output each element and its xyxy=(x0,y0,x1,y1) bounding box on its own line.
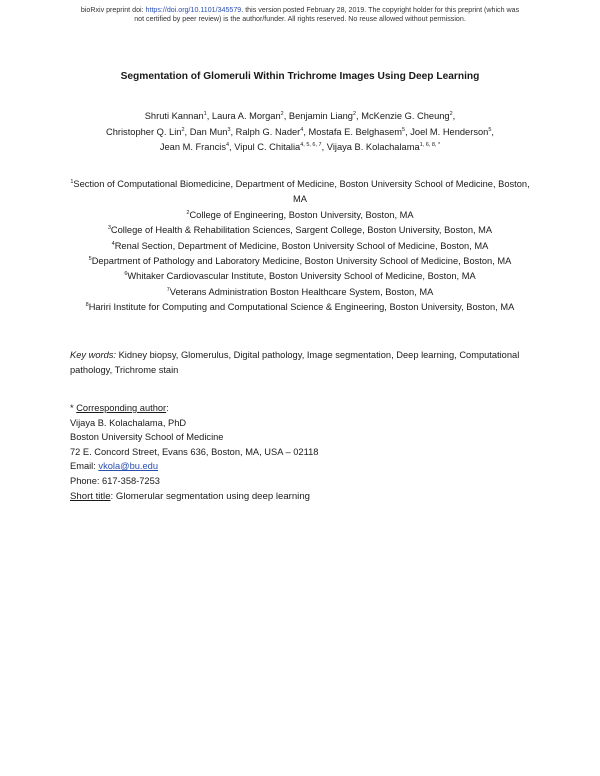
author-affiliation-marker: 1 xyxy=(203,111,207,117)
preprint-notice xyxy=(40,6,560,24)
affiliation-marker: 3 xyxy=(107,225,111,232)
author-separator: , xyxy=(283,111,289,121)
paper-title: Segmentation of Glomeruli Within Trichrome Images Using Deep Learning xyxy=(120,71,480,82)
author-separator: , xyxy=(230,126,236,137)
affiliation-text: Renal Section, Department of Medicine, Boston University School of Medicine, Boston, MA xyxy=(114,240,489,251)
author-affiliation-marker: 4, 5, 6, 7 xyxy=(300,142,322,149)
author-affiliation-marker: 1, 6, 8, * xyxy=(419,142,441,149)
notice-middle: . this version posted February 28, 2019. The copyright holder for this preprint (which was xyxy=(241,6,520,14)
author-separator: , xyxy=(356,111,362,121)
affiliation-item xyxy=(70,177,530,208)
short-title xyxy=(70,491,530,502)
notice-line-2: not certified by peer review) is the author/funder. All rights reserved. No reuse allowed without permission. xyxy=(134,15,466,23)
author-name: Joel M. Henderson xyxy=(410,126,489,137)
author-affiliation-marker: 2 xyxy=(449,111,453,117)
affiliation-item xyxy=(70,285,530,300)
corresponding-author-address: 72 E. Concord Street, Evans 636, Boston, MA, USA – 02118 xyxy=(70,446,319,457)
author-affiliation-marker: 2 xyxy=(280,111,284,117)
email-label: Email: xyxy=(70,461,99,472)
author-separator: , xyxy=(206,111,212,121)
author-name: Vijaya B. Kolachalama xyxy=(326,142,420,153)
affiliation-text: Section of Computational Biomedicine, Department of Medicine, Boston University School of Medicine, Boston, MA xyxy=(73,179,530,205)
affiliation-item xyxy=(70,269,530,284)
affiliation-item xyxy=(70,239,530,254)
corresponding-star: * xyxy=(70,403,77,413)
author-separator: , xyxy=(303,126,309,137)
corresponding-author-block xyxy=(70,401,530,489)
affiliation-marker: 6 xyxy=(124,271,128,278)
author-name: Dan Mun xyxy=(189,126,228,137)
author-name: Shruti Kannan xyxy=(144,111,204,121)
corresponding-author-email-line xyxy=(70,459,530,474)
keywords xyxy=(70,348,530,378)
affiliation-marker: 8 xyxy=(85,302,89,309)
corresponding-author-name: Vijaya B. Kolachalama, PhD xyxy=(70,417,187,428)
author-name: Vipul C. Chitalia xyxy=(234,142,301,153)
author-separator: , xyxy=(452,111,456,121)
author-affiliation-marker: 2 xyxy=(181,126,185,133)
corresponding-author-heading xyxy=(70,401,530,416)
corresponding-author-phone: Phone: 617-358-7253 xyxy=(70,475,160,486)
affiliation-list xyxy=(70,177,530,316)
corresponding-author-label: Corresponding author xyxy=(76,403,167,413)
affiliation-marker: 4 xyxy=(111,240,115,247)
author-separator: , xyxy=(184,126,190,137)
affiliation-item xyxy=(70,254,530,269)
affiliation-text: College of Engineering, Boston University, Boston, MA xyxy=(189,209,414,220)
author-list xyxy=(64,109,536,156)
affiliation-text: Department of Pathology and Laboratory Medicine, Boston University School of Medicine, Boston, MA xyxy=(91,256,512,267)
affiliation-text: Whitaker Cardiovascular Institute, Boston University School of Medicine, Boston, MA xyxy=(127,271,476,282)
affiliation-item xyxy=(70,223,530,238)
author-name: McKenzie G. Cheung xyxy=(361,111,450,121)
author-name: Benjamin Liang xyxy=(288,111,353,121)
short-title-text: : Glomerular segmentation using deep learning xyxy=(110,491,310,502)
author-affiliation-marker: 4 xyxy=(300,126,304,133)
corresponding-colon: : xyxy=(166,403,169,413)
author-separator: , xyxy=(229,142,235,153)
notice-prefix: bioRxiv preprint doi: xyxy=(80,6,146,14)
author-affiliation-marker: 4 xyxy=(225,142,230,149)
author-name: Christopher Q. Lin xyxy=(106,126,182,137)
keywords-text: Kidney biopsy, Glomerulus, Digital pathology, Image segmentation, Deep learning, Computational pathology, Trichrome stain xyxy=(70,350,520,375)
author-separator: , xyxy=(491,126,494,137)
author-affiliation-marker: 3 xyxy=(227,126,231,133)
author-name: Jean M. Francis xyxy=(159,142,226,153)
author-separator: , xyxy=(321,142,327,153)
affiliation-text: College of Health & Rehabilitation Sciences, Sargent College, Boston University, Boston, MA xyxy=(110,225,493,236)
author-name: Laura A. Morgan xyxy=(211,111,281,121)
affiliation-marker: 5 xyxy=(88,256,92,263)
keywords-label: Key words: xyxy=(70,350,116,360)
author-affiliation-marker: 5 xyxy=(402,126,406,133)
corresponding-author-institution: Boston University School of Medicine xyxy=(70,432,224,443)
email-link[interactable]: vkola@bu.edu xyxy=(98,461,158,472)
author-separator: , xyxy=(405,126,411,137)
affiliation-text: Hariri Institute for Computing and Computational Science & Engineering, Boston University, Boston, MA xyxy=(88,302,515,313)
author-affiliation-marker: 2 xyxy=(352,111,357,117)
author-name: Ralph G. Nader xyxy=(235,126,301,137)
author-name: Mostafa E. Belghasem xyxy=(308,126,403,137)
affiliation-marker: 2 xyxy=(186,209,190,216)
affiliation-item xyxy=(70,208,530,223)
affiliation-marker: 1 xyxy=(70,179,74,185)
author-affiliation-marker: 5 xyxy=(488,126,492,133)
affiliation-marker: 7 xyxy=(166,286,170,293)
affiliation-item xyxy=(70,300,530,315)
short-title-label: Short title xyxy=(70,491,111,502)
affiliation-text: Veterans Administration Boston Healthcare System, Boston, MA xyxy=(169,286,434,297)
doi-link[interactable]: https://doi.org/10.1101/345579 xyxy=(145,6,242,14)
